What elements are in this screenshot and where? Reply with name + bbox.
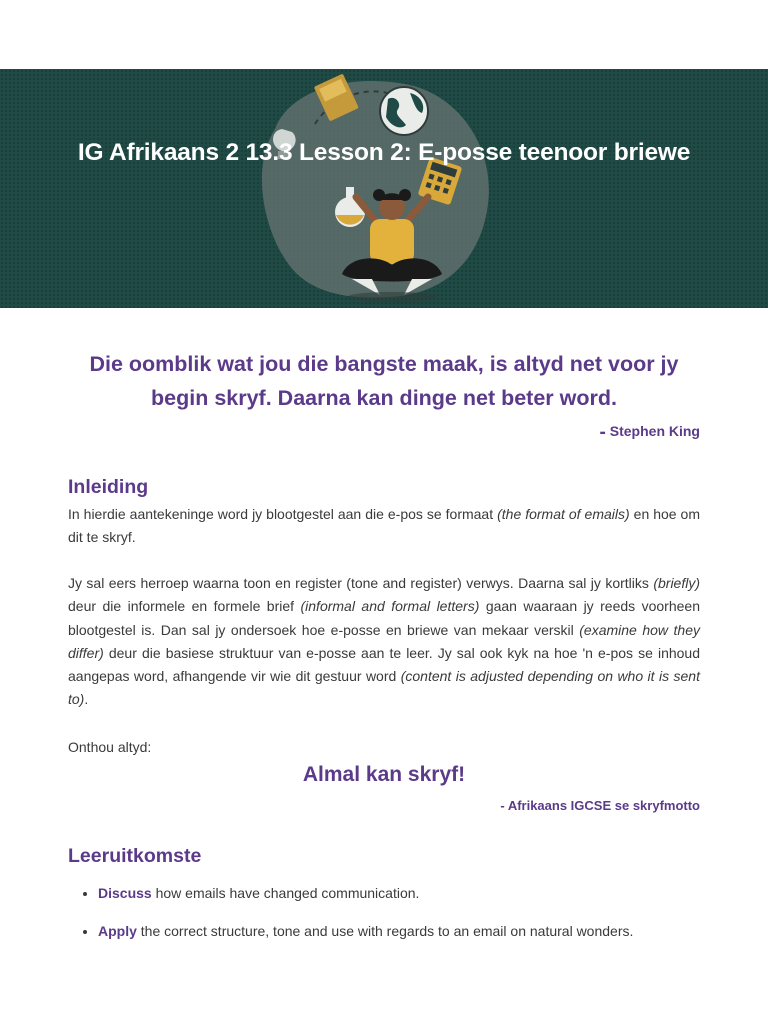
quote-attribution	[599, 422, 700, 444]
remember-label: Onthou altyd:	[68, 739, 152, 755]
learning-outcomes-list	[68, 883, 698, 959]
list-item: • Apply the correct structure, tone and use with regards to an email on natural wonders.	[98, 921, 698, 941]
motto-source: - Afrikaans IGCSE se skryfmotto	[500, 798, 700, 813]
outcome-keyword: Discuss	[98, 885, 152, 901]
hero-banner	[0, 69, 768, 308]
intro-paragraph-1: In hierdie aantekeninge word jy blootgestel aan die e-pos se formaat (the format of emails) en hoe om dit te skryf.	[68, 506, 701, 546]
section-heading-inleiding: Inleiding	[68, 476, 149, 498]
hero-illustration	[230, 69, 530, 308]
quote-author: Stephen King	[609, 423, 700, 439]
intro-paragraph-2: Jy sal eers herroep waarna toon en register (tone and register) verwys. Daarna sal jy kortliks (briefly) deur die informele en formele brief (informal and formal letters) gaan waaraan jy reeds voorheen blootgestel is. Dan sal jy ondersoek hoe e-posse en briewe van mekaar verskil (examine how they differ) deur die basiese struktuur van e-posse aan te leer. Jy sal ook kyk na hoe 'n e-pos se inhoud aangepas word, afhangende vir wie dit gestuur word (content is adjusted depending on who it is sent to).	[68, 575, 700, 708]
list-item: • Discuss how emails have changed communication.	[98, 883, 698, 903]
writing-motto: Almal kan skryf!	[302, 763, 466, 786]
opening-quote: Die oomblik wat jou die bangste maak, is altyd net voor jy begin skryf. Daarna kan dinge net beter word.	[89, 352, 679, 410]
globe-icon	[380, 87, 428, 135]
page-title: IG Afrikaans 2 13.3 Lesson 2: E-posse teenoor briewe	[77, 139, 691, 166]
quote-dash: -	[599, 422, 606, 443]
outcome-keyword: Apply	[98, 923, 137, 939]
section-heading-leeruitkomste: Leeruitkomste	[68, 845, 202, 867]
